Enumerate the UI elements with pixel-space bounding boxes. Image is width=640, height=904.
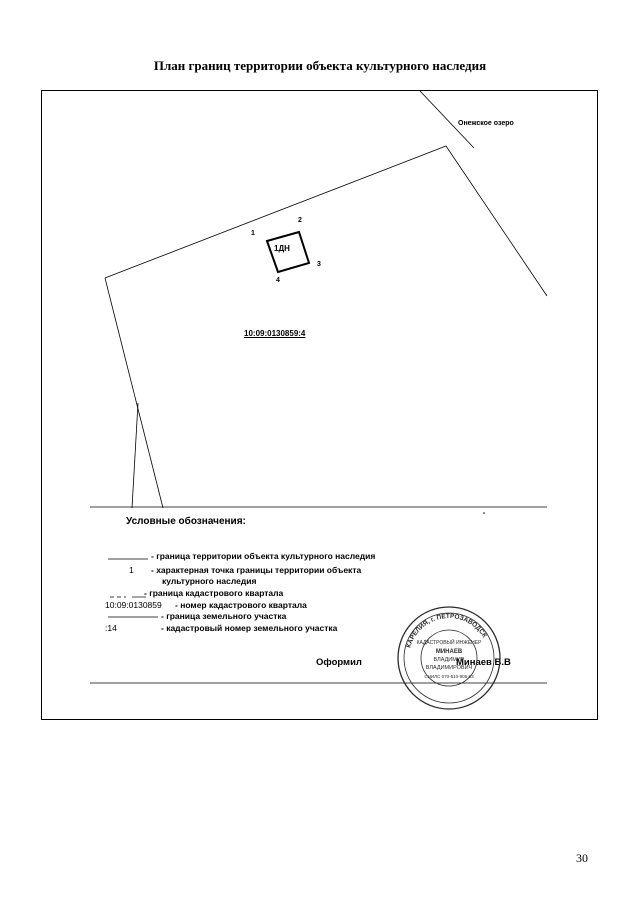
legend-item-heritage-boundary: - граница территории объекта культурного наследия — [151, 551, 376, 561]
stamp-surname: МИНАЕВ — [435, 649, 463, 655]
stamp-snils: СНИЛС 070-510-905-83 — [424, 674, 474, 679]
stamp-patronymic: ВЛАДИМИРОВИЧ — [425, 665, 473, 671]
object-label: 1ДН — [274, 244, 290, 253]
signature-name: Минаев В.В — [456, 657, 511, 668]
engineer-stamp — [395, 604, 503, 712]
legend-symbol-point: 1 — [129, 565, 134, 575]
legend-symbol-quarter-number: 10:09:0130859 — [105, 600, 162, 610]
legend-item-characteristic-point-cont: культурного наследия — [162, 576, 257, 586]
point-label-3: 3 — [317, 261, 321, 268]
stamp-top-arc: КАРЕЛИЯ, г. ПЕТРОЗАВОДСК — [405, 612, 488, 649]
page-number: 30 — [576, 851, 588, 865]
map-frame — [41, 90, 598, 720]
page-title: План границ территории объекта культурного наследия — [153, 58, 487, 73]
legend-item-characteristic-point: - характерная точка границы территории объекта — [151, 565, 362, 575]
signature-label: Оформил — [316, 657, 362, 668]
point-label-4: 4 — [276, 277, 280, 284]
stamp-name: ВЛАДИМИР — [433, 657, 465, 663]
land-parcel-boundary-inner — [132, 403, 138, 508]
point-label-1: 1 — [251, 230, 255, 237]
legend-item-plot-number: - кадастровый номер земельного участка — [161, 623, 338, 633]
stamp-role: КАДАСТРОВЫЙ ИНЖЕНЕР — [416, 640, 482, 646]
land-parcel-boundary — [105, 146, 547, 296]
legend-symbol-plot-number: :14 — [105, 623, 117, 633]
cadastral-quarter-label: 10:09:0130859:4 — [244, 329, 306, 338]
point-label-2: 2 — [298, 217, 302, 224]
lake-label: Онежское озеро — [458, 120, 514, 127]
legend-item-quarter-boundary: - граница кадастрового квартала — [144, 588, 284, 598]
legend-heading: Условные обозначения: — [126, 516, 246, 527]
legend-item-quarter-number: - номер кадастрового квартала — [175, 600, 307, 610]
legend-item-land-plot-boundary: - граница земельного участка — [161, 611, 287, 621]
stray-dot — [483, 512, 485, 514]
